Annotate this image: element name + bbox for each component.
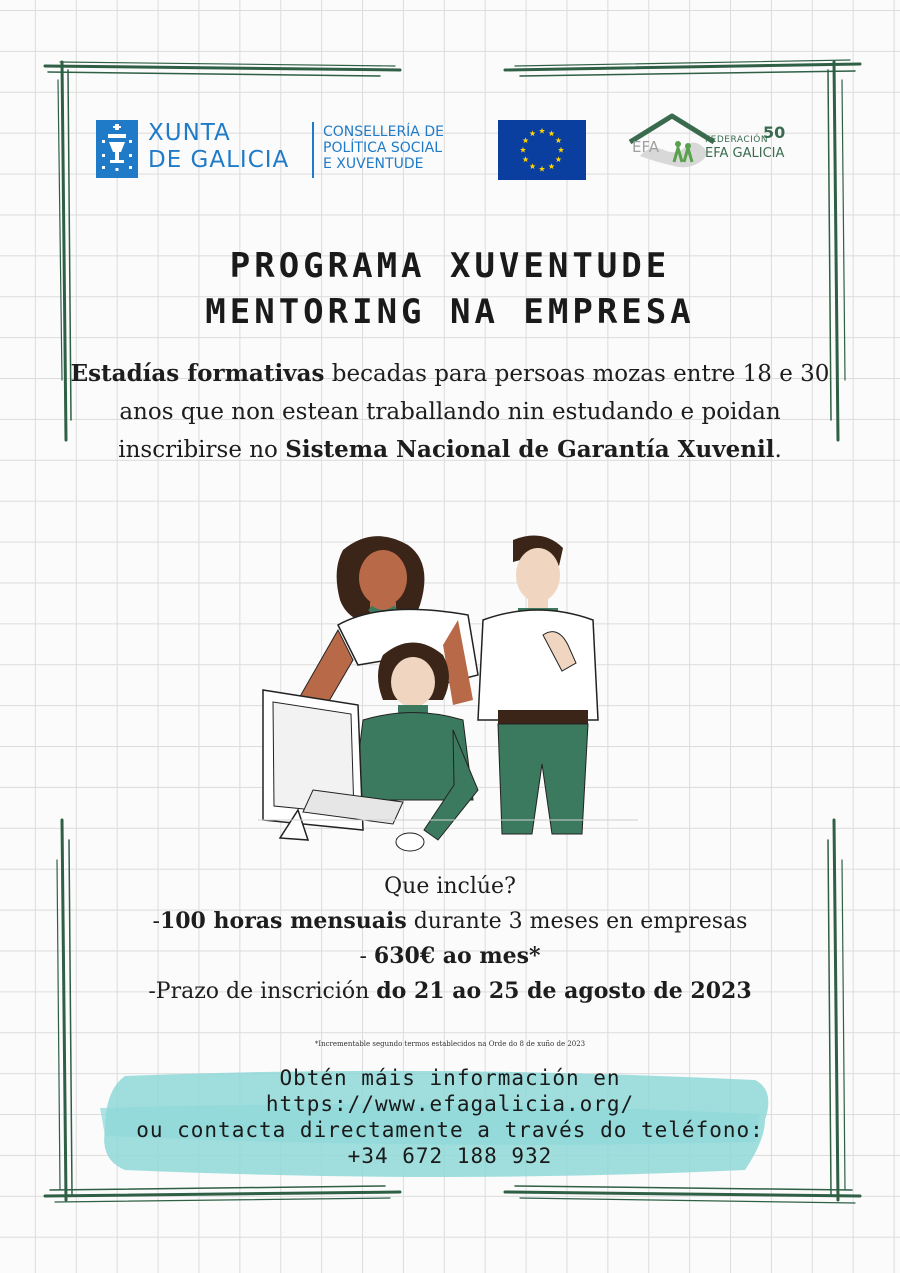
xunta-line1: XUNTA [148, 120, 231, 146]
efa-badge-text: EFA [632, 138, 659, 156]
includes-item2-bold: 630€ ao mes* [373, 943, 541, 969]
man-standing-figure [478, 536, 598, 835]
conselleria-wordmark [323, 124, 444, 172]
intro-bold2: Sistema Nacional de Garantía Xuvenil [285, 436, 775, 463]
contact-block [0, 1065, 900, 1169]
xunta-coat-of-arms-logo [96, 120, 138, 178]
contact-phone[interactable]: +34 672 188 932 [347, 1144, 553, 1168]
eu-stars-icon [498, 120, 586, 180]
contact-line3: ou contacta directamente a través do teléfono: [136, 1118, 764, 1142]
eu-flag-logo [498, 120, 586, 180]
xunta-line2: DE GALICIA [148, 147, 290, 173]
efa-name: EFA GALICIA [705, 146, 785, 161]
eu-star-icon [529, 163, 535, 169]
contact-website-link[interactable]: https://www.efagalicia.org/ [265, 1092, 635, 1116]
eu-star-icon [548, 163, 554, 169]
intro-text2: . [774, 437, 782, 463]
efa-anniversary: 50 [763, 123, 786, 142]
title-line1: PROGRAMA XUVENTUDE [229, 246, 671, 286]
mentoring-team-illustration [258, 520, 638, 865]
contact-line1: Obtén máis información en [279, 1066, 621, 1090]
chalice-cross-icon [96, 120, 138, 178]
conselleria-line3: E XUVENTUDE [323, 156, 424, 172]
intro-text1: becadas para persoas mozas entre 18 e 30 anos que non estean traballando nin estudando e poidan inscribirse no [118, 361, 830, 463]
eu-star-icon [539, 166, 545, 172]
logo-divider [312, 122, 314, 178]
eu-star-icon [523, 137, 529, 143]
eu-star-icon [529, 130, 535, 136]
conselleria-line2: POLÍTICA SOCIAL [323, 140, 443, 156]
footnote: *Incrementable segundo termos establecidos na Orde do 8 de xuño de 2023 [314, 1040, 586, 1048]
eu-star-icon [520, 147, 526, 153]
eu-star-icon [548, 130, 554, 136]
conselleria-line1: CONSELLERÍA DE [323, 124, 444, 140]
efa-wordmark [705, 135, 784, 161]
includes-item3-bold: do 21 ao 25 de agosto de 2023 [376, 978, 752, 1004]
xunta-wordmark [148, 120, 289, 174]
includes-section [0, 870, 900, 1009]
includes-item1-prefix: - [152, 909, 160, 934]
includes-item1-suffix: durante 3 meses en empresas [406, 909, 748, 934]
intro-paragraph [70, 355, 830, 469]
includes-item2-prefix: - [359, 944, 374, 969]
eu-star-icon [555, 156, 561, 162]
intro-bold1: Estadías formativas [70, 360, 325, 387]
includes-item1-bold: 100 horas mensuais [159, 908, 407, 934]
title-line2: MENTORING NA EMPRESA [205, 292, 695, 332]
includes-heading: Que inclúe? [384, 874, 516, 899]
efa-federacion: FEDERACIÓN [705, 135, 769, 145]
eu-star-icon [539, 128, 545, 134]
includes-item-stipend [0, 939, 900, 974]
includes-item3-prefix: -Prazo de inscrición [148, 979, 377, 1004]
eu-star-icon [523, 156, 529, 162]
includes-item-hours [0, 904, 900, 939]
includes-item-deadline [0, 974, 900, 1009]
eu-star-icon [558, 147, 564, 153]
eu-star-icon [555, 137, 561, 143]
